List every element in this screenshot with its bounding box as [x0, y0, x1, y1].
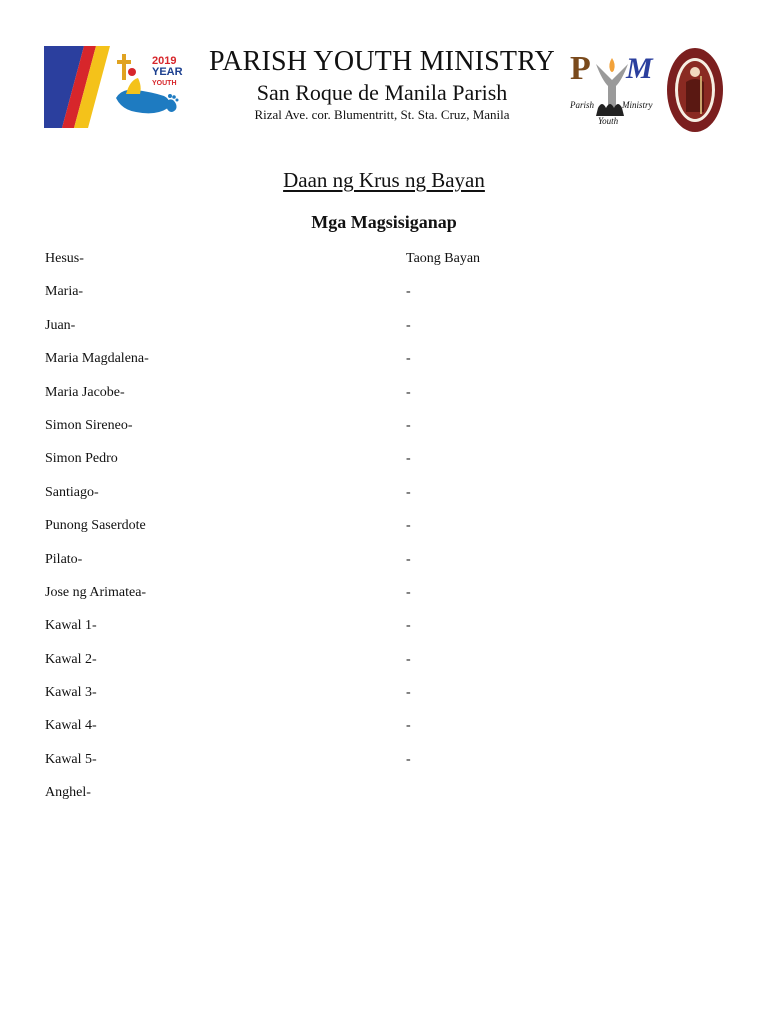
cast-row [45, 249, 725, 282]
cast-actor: - [406, 284, 411, 300]
cast-actor: - [406, 518, 411, 534]
cast-role: Simon Pedro [45, 451, 118, 467]
cast-actor: - [406, 484, 411, 500]
pym-word-parish: Parish [570, 100, 595, 110]
cast-actor: - [406, 317, 411, 333]
cast-role: Kawal 4- [45, 718, 97, 734]
cast-actor: - [406, 551, 411, 567]
cast-list [45, 249, 725, 817]
cast-row [45, 616, 725, 649]
cast-row [45, 383, 725, 416]
cast-role: Pilato- [45, 551, 83, 567]
tricolor-stripes-logo [44, 46, 110, 128]
cast-row [45, 483, 725, 516]
cast-row [45, 550, 725, 583]
cast-role: Maria Magdalena- [45, 351, 149, 367]
year-logo-year: 2019 [152, 55, 177, 67]
cast-actor: - [406, 384, 411, 400]
pym-word-youth: Youth [598, 116, 619, 126]
cast-row [45, 516, 725, 549]
cast-role: Maria- [45, 284, 84, 300]
year-logo-word2: YOUTH [152, 80, 177, 87]
cast-actor: - [406, 718, 411, 734]
parish-address: Rizal Ave. cor. Blumentritt, St. Sta. Cruz, Manila [254, 107, 510, 122]
year-of-youth-emblem [112, 50, 190, 124]
cast-row [45, 650, 725, 683]
cast-row [45, 683, 725, 716]
year-of-youth-logo [112, 50, 190, 124]
document-title: Daan ng Krus ng Bayan [283, 168, 485, 192]
cast-actor: - [406, 451, 411, 467]
cast-actor: - [406, 651, 411, 667]
cast-role: Hesus- [45, 251, 84, 266]
cast-actor: - [406, 351, 411, 367]
cast-heading: Mga Magsisiganap [311, 212, 457, 232]
year-logo-word: YEAR [152, 66, 183, 78]
cast-actor: - [406, 685, 411, 701]
cast-row [45, 750, 725, 783]
pym-letter-p: P [570, 50, 591, 87]
cast-actor: - [406, 584, 411, 600]
cast-actor: Taong Bayan [406, 251, 481, 266]
cast-role: Maria Jacobe- [45, 384, 125, 400]
cast-actor: - [406, 618, 411, 634]
cast-row [45, 282, 725, 315]
cast-role: Juan- [45, 317, 76, 333]
cast-role: Anghel- [45, 785, 91, 801]
parish-name: San Roque de Manila Parish [256, 80, 508, 105]
cast-actor: - [406, 417, 411, 433]
cast-actor: - [406, 751, 411, 767]
cast-row [45, 583, 725, 616]
parish-seal [666, 46, 724, 134]
cast-row [45, 716, 725, 749]
cast-role: Kawal 2- [45, 651, 97, 667]
cast-row [45, 349, 725, 382]
cast-row [45, 316, 725, 349]
pym-logo [568, 50, 656, 130]
cast-role: Santiago- [45, 484, 99, 500]
pym-letter-m: M [626, 52, 653, 85]
pym-word-ministry: Ministry [622, 100, 653, 110]
cast-row [45, 783, 725, 816]
cast-role: Kawal 3- [45, 685, 97, 701]
cast-role: Kawal 5- [45, 751, 97, 767]
cast-row [45, 449, 725, 482]
cast-role: Simon Sireneo- [45, 417, 133, 433]
cast-row [45, 416, 725, 449]
ministry-title: PARISH YOUTH MINISTRY [209, 46, 555, 77]
cast-role: Punong Saserdote [45, 518, 146, 534]
cast-role: Kawal 1- [45, 618, 97, 634]
cast-role: Jose ng Arimatea- [45, 584, 147, 600]
